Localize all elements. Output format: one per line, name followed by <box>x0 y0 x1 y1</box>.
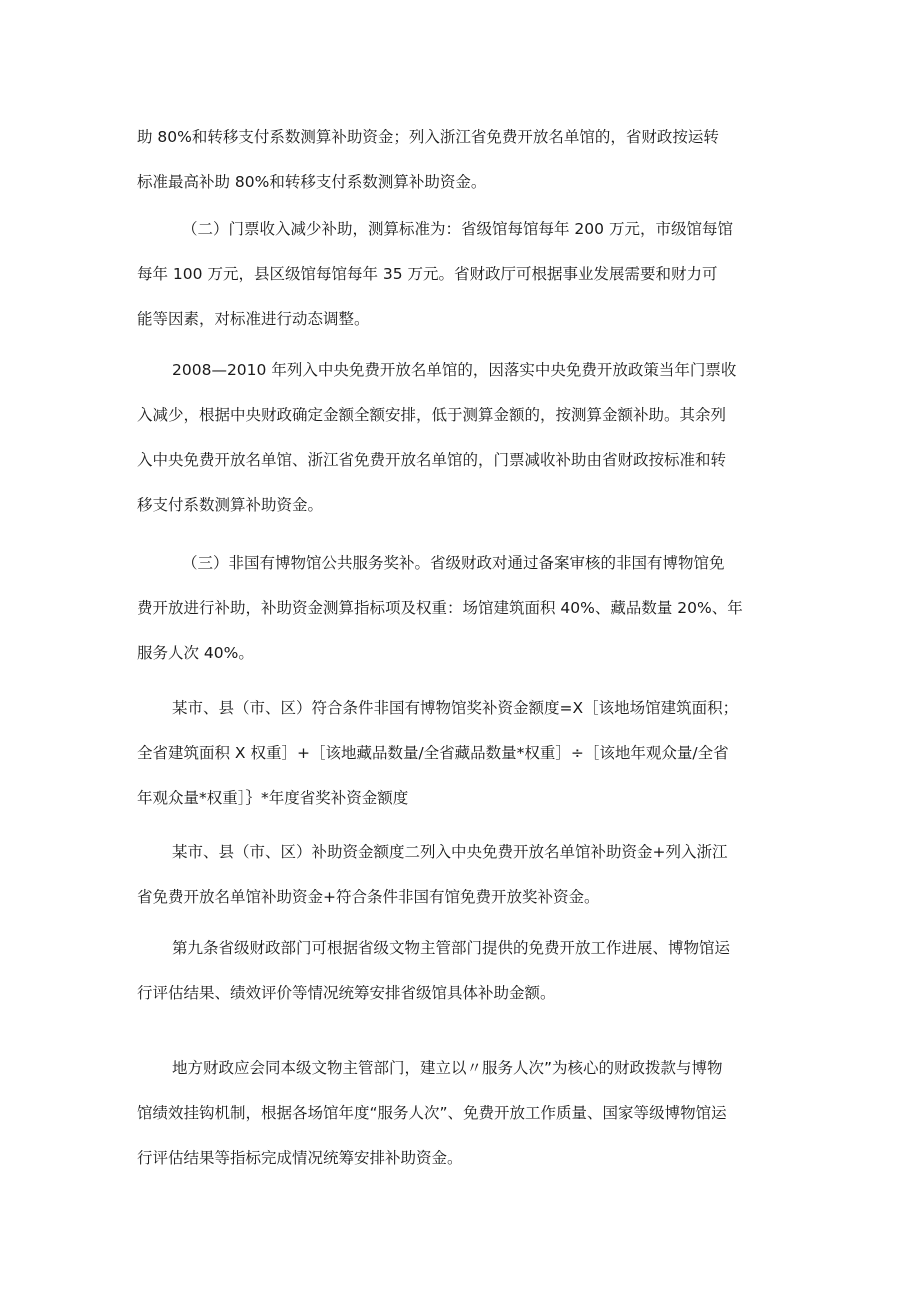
text-line: 标准最高补助 80%和转移支付系数测算补助资金。 <box>137 173 487 191</box>
paragraph-subsidy-continuation <box>137 115 785 205</box>
text-line: 移支付系数测算补助资金。 <box>137 496 324 514</box>
text-line: 费开放进行补助，补助资金测算指标项及权重：场馆建筑面积 40%、藏品数量 20%、年 <box>137 599 743 617</box>
paragraph-2008-2010-list <box>137 348 785 528</box>
text-line: 全省建筑面积 X 权重］+［该地藏品数量/全省藏品数量*权重］÷［该地年观众量/全省 <box>137 744 729 762</box>
paragraph-formula-total <box>137 830 785 920</box>
text-line: 年观众量*权重］｝*年度省奖补资金额度 <box>137 789 409 807</box>
paragraph-non-state-museum-subsidy <box>137 541 785 676</box>
paragraph-ticket-revenue-subsidy <box>137 207 785 342</box>
text-line: 能等因素，对标准进行动态调整。 <box>137 310 370 328</box>
text-line: 入中央免费开放名单馆、浙江省免费开放名单馆的，门票减收补助由省财政按标准和转 <box>137 451 727 469</box>
text-line: 某市、县（市、区）补助资金额度二列入中央免费开放名单馆补助资金+列入浙江 <box>172 843 728 861</box>
text-line: 馆绩效挂钩机制，根据各场馆年度“服务人次”、免费开放工作质量、国家等级博物馆运 <box>137 1104 727 1122</box>
text-line: 助 80%和转移支付系数测算补助资金；列入浙江省免费开放名单馆的，省财政按运转 <box>137 128 719 146</box>
text-line: 第九条省级财政部门可根据省级文物主管部门提供的免费开放工作进展、博物馆运 <box>172 939 731 957</box>
text-line: 行评估结果等指标完成情况统筹安排补助资金。 <box>137 1149 463 1167</box>
text-line: 地方财政应会同本级文物主管部门，建立以〃服务人次”为核心的财政拨款与博物 <box>172 1059 723 1077</box>
paragraph-local-finance <box>137 1046 785 1181</box>
text-line: 行评估结果、绩效评价等情况统筹安排省级馆具体补助金额。 <box>137 984 556 1002</box>
text-line: 某市、县（市、区）符合条件非国有博物馆奖补资金额度=X［该地场馆建筑面积； <box>172 699 739 717</box>
paragraph-formula-non-state <box>137 686 785 821</box>
text-line: （二）门票收入减少补助，测算标准为：省级馆每馆每年 200 万元，市级馆每馆 <box>182 220 733 238</box>
text-line: 2008—2010 年列入中央免费开放名单馆的，因落实中央免费开放政策当年门票收 <box>172 361 737 379</box>
text-line: （三）非国有博物馆公共服务奖补。省级财政对通过备案审核的非国有博物馆免 <box>182 554 725 572</box>
text-line: 省免费开放名单馆补助资金+符合条件非国有馆免费开放奖补资金。 <box>137 888 600 906</box>
text-line: 每年 100 万元，县区级馆每馆每年 35 万元。省财政厅可根据事业发展需要和财力可 <box>137 265 718 283</box>
text-line: 入减少，根据中央财政确定金额全额安排，低于测算金额的，按测算金额补助。其余列 <box>137 406 727 424</box>
paragraph-article-nine <box>137 926 785 1016</box>
text-line: 服务人次 40%。 <box>137 644 254 662</box>
